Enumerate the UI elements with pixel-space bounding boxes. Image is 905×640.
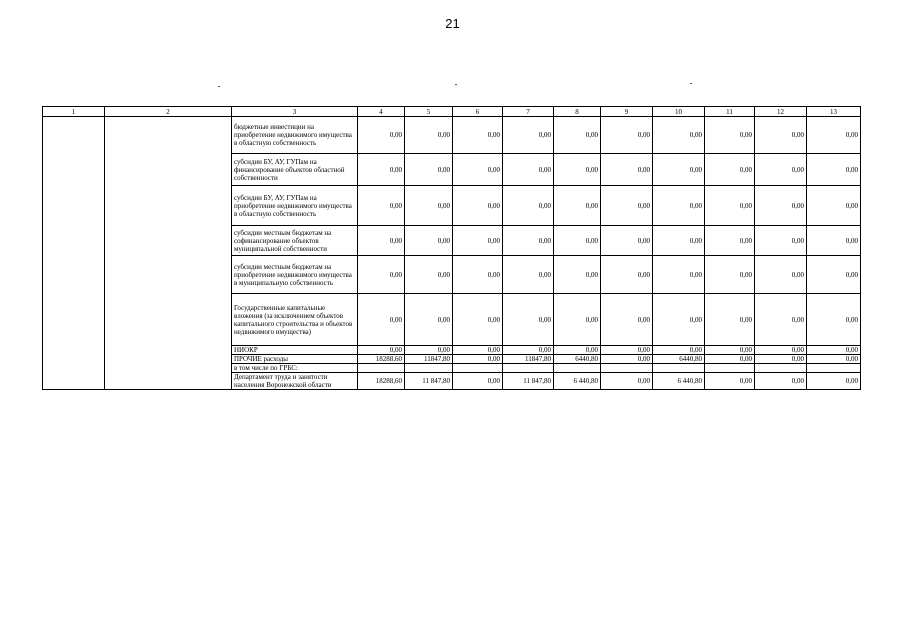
value-cell: 0,00 bbox=[358, 294, 405, 346]
value-cell: 0,00 bbox=[705, 355, 755, 364]
value-cell: 0,00 bbox=[755, 154, 807, 186]
value-cell: 0,00 bbox=[358, 154, 405, 186]
value-cell bbox=[503, 364, 554, 373]
value-cell: 0,00 bbox=[807, 373, 861, 390]
row-label: Департамент труда и занятости населения Воронежской области bbox=[232, 373, 358, 390]
value-cell bbox=[807, 364, 861, 373]
budget-table bbox=[42, 106, 861, 390]
value-cell: 11 847,80 bbox=[405, 373, 453, 390]
value-cell: 0,00 bbox=[405, 226, 453, 256]
value-cell: 0,00 bbox=[554, 294, 601, 346]
value-cell: 11847,80 bbox=[503, 355, 554, 364]
value-cell: 0,00 bbox=[807, 117, 861, 154]
column-header: 5 bbox=[405, 107, 453, 117]
value-cell: 0,00 bbox=[453, 355, 503, 364]
value-cell: 0,00 bbox=[453, 346, 503, 355]
value-cell: 0,00 bbox=[807, 355, 861, 364]
value-cell: 0,00 bbox=[755, 355, 807, 364]
column-header: 6 bbox=[453, 107, 503, 117]
value-cell: 0,00 bbox=[705, 373, 755, 390]
value-cell: 0,00 bbox=[453, 226, 503, 256]
row-label: бюджетные инвестиции на приобретение недвижимого имущества в областную собственность bbox=[232, 117, 358, 154]
value-cell: 0,00 bbox=[807, 186, 861, 226]
value-cell: 0,00 bbox=[554, 226, 601, 256]
column-header: 12 bbox=[755, 107, 807, 117]
value-cell: 11 847,80 bbox=[503, 373, 554, 390]
value-cell: 0,00 bbox=[705, 226, 755, 256]
value-cell: 0,00 bbox=[653, 154, 705, 186]
value-cell: 0,00 bbox=[453, 256, 503, 294]
value-cell: 18288,60 bbox=[358, 373, 405, 390]
row-label: субсидии местным бюджетам на софинансирование объектов муниципальной собственности bbox=[232, 226, 358, 256]
value-cell: 0,00 bbox=[807, 294, 861, 346]
value-cell: 0,00 bbox=[601, 355, 653, 364]
value-cell: 0,00 bbox=[358, 186, 405, 226]
value-cell bbox=[601, 364, 653, 373]
column-header: 9 bbox=[601, 107, 653, 117]
value-cell: 0,00 bbox=[601, 256, 653, 294]
value-cell: 0,00 bbox=[503, 154, 554, 186]
value-cell: 6440,80 bbox=[554, 355, 601, 364]
value-cell: 0,00 bbox=[601, 186, 653, 226]
value-cell bbox=[453, 364, 503, 373]
value-cell: 0,00 bbox=[503, 256, 554, 294]
value-cell: 0,00 bbox=[705, 154, 755, 186]
column-header: 7 bbox=[503, 107, 554, 117]
value-cell: 0,00 bbox=[405, 256, 453, 294]
value-cell: 0,00 bbox=[503, 226, 554, 256]
col-1-cell bbox=[43, 117, 105, 390]
value-cell: 0,00 bbox=[503, 186, 554, 226]
value-cell: 6440,80 bbox=[653, 355, 705, 364]
column-header: 3 bbox=[232, 107, 358, 117]
column-header: 10 bbox=[653, 107, 705, 117]
value-cell: 0,00 bbox=[453, 294, 503, 346]
value-cell: 0,00 bbox=[503, 346, 554, 355]
col-2-cell bbox=[105, 117, 232, 390]
value-cell: 0,00 bbox=[554, 256, 601, 294]
value-cell: 0,00 bbox=[601, 346, 653, 355]
value-cell bbox=[653, 364, 705, 373]
value-cell: 11847,80 bbox=[405, 355, 453, 364]
value-cell: 0,00 bbox=[705, 294, 755, 346]
value-cell: 0,00 bbox=[453, 117, 503, 154]
scan-speck bbox=[455, 84, 457, 85]
value-cell: 6 440,80 bbox=[554, 373, 601, 390]
value-cell bbox=[358, 364, 405, 373]
value-cell: 6 440,80 bbox=[653, 373, 705, 390]
value-cell: 0,00 bbox=[601, 373, 653, 390]
value-cell: 0,00 bbox=[807, 226, 861, 256]
value-cell: 0,00 bbox=[503, 117, 554, 154]
value-cell bbox=[755, 364, 807, 373]
value-cell: 0,00 bbox=[807, 154, 861, 186]
row-label: субсидии местным бюджетам на приобретение недвижимого имущества в муниципальную собственность bbox=[232, 256, 358, 294]
value-cell: 0,00 bbox=[405, 186, 453, 226]
value-cell bbox=[405, 364, 453, 373]
value-cell: 0,00 bbox=[358, 117, 405, 154]
value-cell: 0,00 bbox=[358, 256, 405, 294]
value-cell: 0,00 bbox=[755, 117, 807, 154]
value-cell: 0,00 bbox=[755, 373, 807, 390]
value-cell: 0,00 bbox=[755, 256, 807, 294]
value-cell: 0,00 bbox=[453, 154, 503, 186]
column-header: 8 bbox=[554, 107, 601, 117]
value-cell: 0,00 bbox=[653, 346, 705, 355]
scan-speck bbox=[690, 83, 692, 84]
column-header: 13 bbox=[807, 107, 861, 117]
column-header: 1 bbox=[43, 107, 105, 117]
value-cell: 0,00 bbox=[653, 256, 705, 294]
value-cell bbox=[705, 364, 755, 373]
page-number: 21 bbox=[445, 16, 460, 31]
value-cell: 0,00 bbox=[503, 294, 554, 346]
row-label: ПРОЧИЕ расходы bbox=[232, 355, 358, 364]
row-label: Государственные капитальные вложения (за исключением объектов капитального строительства и объектов недвижимого имущества) bbox=[232, 294, 358, 346]
row-label: субсидии БУ, АУ, ГУПам на приобретение недвижимого имущества в областную собственность bbox=[232, 186, 358, 226]
value-cell bbox=[554, 364, 601, 373]
header-row bbox=[43, 107, 861, 117]
value-cell: 0,00 bbox=[453, 373, 503, 390]
value-cell: 0,00 bbox=[358, 346, 405, 355]
value-cell: 0,00 bbox=[554, 186, 601, 226]
column-header: 11 bbox=[705, 107, 755, 117]
value-cell: 0,00 bbox=[653, 294, 705, 346]
value-cell: 0,00 bbox=[807, 346, 861, 355]
value-cell: 0,00 bbox=[601, 294, 653, 346]
value-cell: 0,00 bbox=[601, 117, 653, 154]
value-cell: 0,00 bbox=[405, 117, 453, 154]
row-label: в том числе по ГРБС: bbox=[232, 364, 358, 373]
value-cell: 0,00 bbox=[554, 117, 601, 154]
value-cell: 0,00 bbox=[405, 294, 453, 346]
value-cell: 0,00 bbox=[755, 226, 807, 256]
value-cell: 0,00 bbox=[807, 256, 861, 294]
value-cell: 18288,60 bbox=[358, 355, 405, 364]
value-cell: 0,00 bbox=[358, 226, 405, 256]
value-cell: 0,00 bbox=[405, 154, 453, 186]
column-header: 2 bbox=[105, 107, 232, 117]
value-cell: 0,00 bbox=[705, 256, 755, 294]
value-cell: 0,00 bbox=[601, 226, 653, 256]
value-cell: 0,00 bbox=[405, 346, 453, 355]
value-cell: 0,00 bbox=[755, 346, 807, 355]
value-cell: 0,00 bbox=[554, 154, 601, 186]
column-header: 4 bbox=[358, 107, 405, 117]
table-row bbox=[43, 117, 861, 154]
value-cell: 0,00 bbox=[653, 226, 705, 256]
value-cell: 0,00 bbox=[705, 186, 755, 226]
value-cell: 0,00 bbox=[601, 154, 653, 186]
value-cell: 0,00 bbox=[653, 186, 705, 226]
value-cell: 0,00 bbox=[705, 346, 755, 355]
row-label: субсидии БУ, АУ, ГУПам на финансирование объектов областной собственности bbox=[232, 154, 358, 186]
value-cell: 0,00 bbox=[453, 186, 503, 226]
row-label: НИОКР bbox=[232, 346, 358, 355]
value-cell: 0,00 bbox=[705, 117, 755, 154]
scan-speck bbox=[218, 86, 220, 87]
value-cell: 0,00 bbox=[554, 346, 601, 355]
value-cell: 0,00 bbox=[755, 294, 807, 346]
value-cell: 0,00 bbox=[755, 186, 807, 226]
value-cell: 0,00 bbox=[653, 117, 705, 154]
